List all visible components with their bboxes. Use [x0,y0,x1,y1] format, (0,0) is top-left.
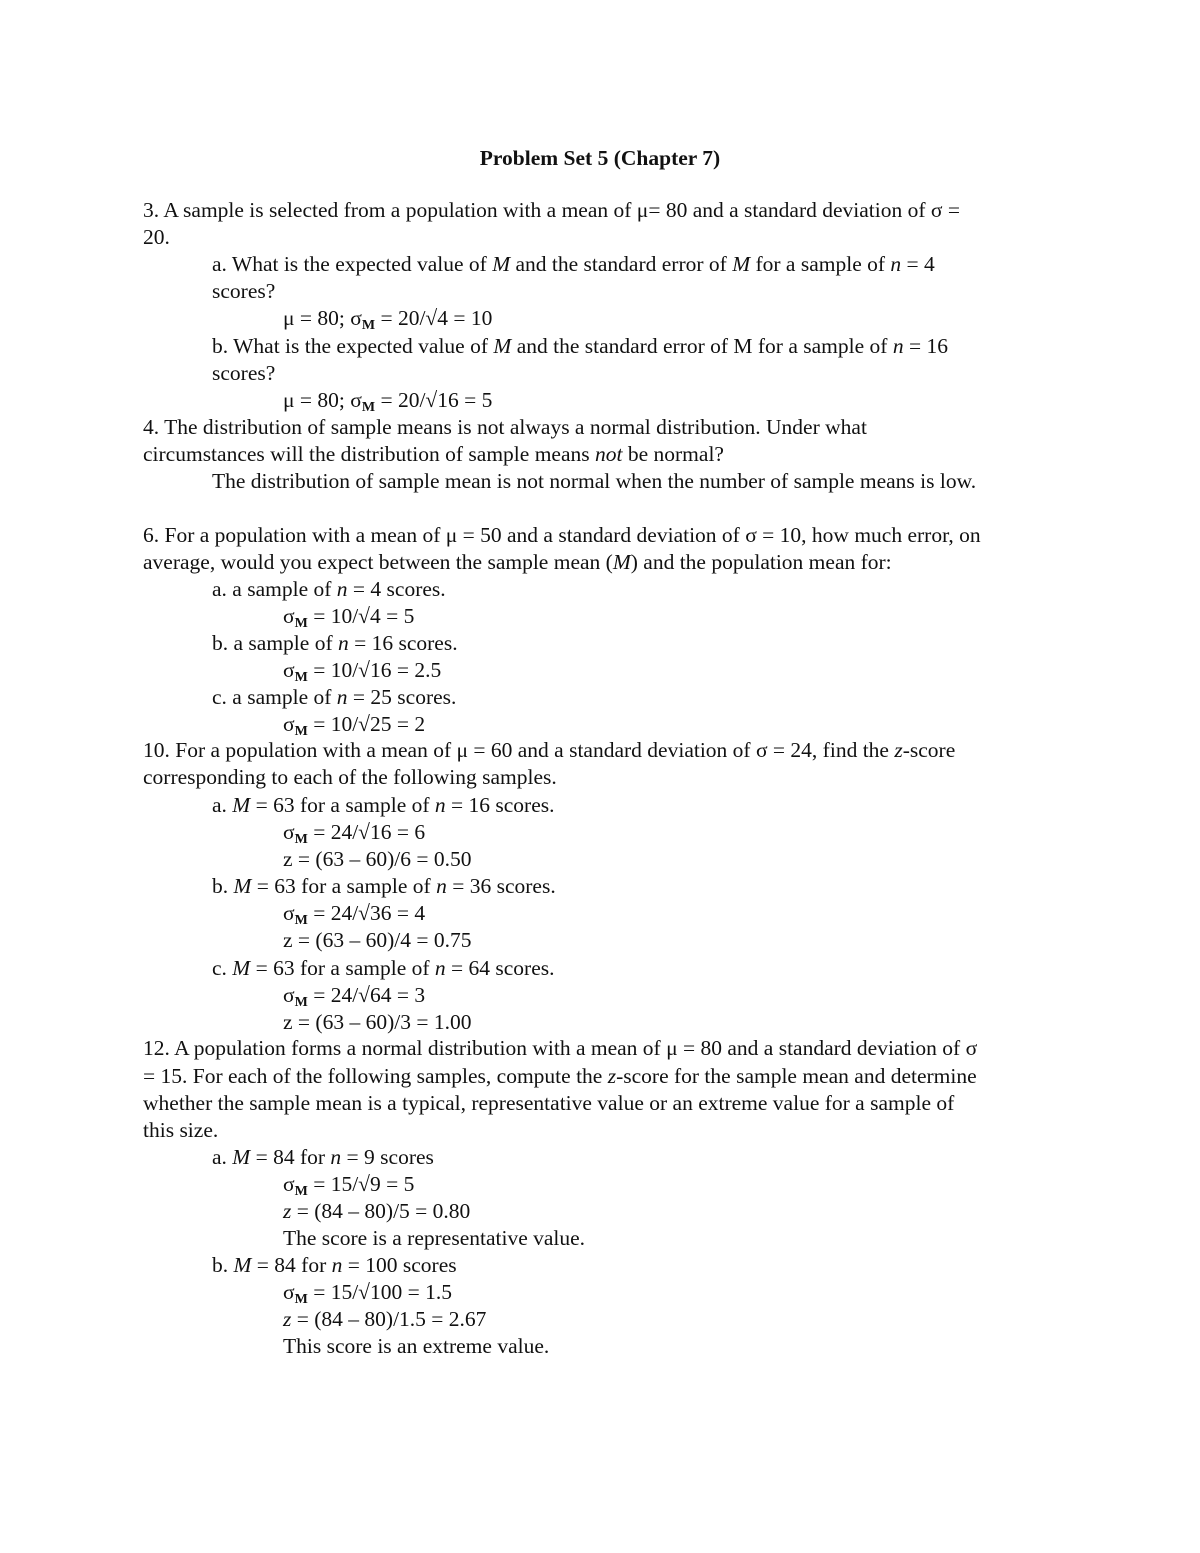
q3-part-b-cont: scores? [212,361,276,385]
q12-part-a-sigma: σM = 15/√9 = 5 [283,1172,415,1199]
q10-part-a-sigma: σM = 24/√16 = 6 [283,820,426,847]
page-title: Problem Set 5 (Chapter 7) [479,146,721,170]
q12-stem-line-4: this size. [143,1118,219,1142]
q12-part-b: b. M = 84 for n = 100 scores [212,1253,457,1277]
q12-part-a: a. M = 84 for n = 9 scores [212,1145,434,1169]
q10-stem-line-1: 10. For a population with a mean of μ = 60 and a standard deviation of σ = 24, find the z-score [143,738,956,762]
q12-stem-line-3: whether the sample mean is a typical, representative value or an extreme value for a sample of [143,1091,955,1115]
q6-part-b-answer: σM = 10/√16 = 2.5 [283,658,442,685]
q12-stem-line-1: 12. A population forms a normal distribution with a mean of μ = 80 and a standard deviation of σ [143,1036,978,1060]
q6-part-a: a. a sample of n = 4 scores. [212,577,446,601]
q12-part-b-sigma: σM = 15/√100 = 1.5 [283,1280,452,1307]
q12-part-b-z: z = (84 – 80)/1.5 = 2.67 [283,1307,487,1331]
q6-part-c-answer: σM = 10/√25 = 2 [283,712,426,739]
q3-part-b-answer: μ = 80; σM = 20/√16 = 5 [283,388,493,415]
q4-stem-line-1: 4. The distribution of sample means is not always a normal distribution. Under what [143,415,867,439]
q3-stem-line-2: 20. [143,225,170,249]
q12-part-a-conclusion: The score is a representative value. [283,1226,586,1250]
q10-part-b: b. M = 63 for a sample of n = 36 scores. [212,874,556,898]
q4-answer: The distribution of sample mean is not normal when the number of sample means is low. [212,469,977,493]
q10-part-b-sigma: σM = 24/√36 = 4 [283,901,426,928]
q4-stem-line-2: circumstances will the distribution of sample means not be normal? [143,442,724,466]
q12-stem-line-2: = 15. For each of the following samples, compute the z-score for the sample mean and determine [143,1064,977,1088]
q10-part-b-z: z = (63 – 60)/4 = 0.75 [283,928,472,952]
q12-part-a-z: z = (84 – 80)/5 = 0.80 [283,1199,471,1223]
q10-part-a: a. M = 63 for a sample of n = 16 scores. [212,793,555,817]
q3-part-b: b. What is the expected value of M and the standard error of M for a sample of n = 16 [212,334,948,358]
q10-part-c: c. M = 63 for a sample of n = 64 scores. [212,956,555,980]
q10-stem-line-2: corresponding to each of the following samples. [143,765,557,789]
q6-stem-line-2: average, would you expect between the sample mean (M) and the population mean for: [143,550,892,574]
q3-part-a-cont: scores? [212,279,276,303]
q6-stem-line-1: 6. For a population with a mean of μ = 50 and a standard deviation of σ = 10, how much error, on [143,523,981,547]
q6-part-c: c. a sample of n = 25 scores. [212,685,457,709]
q10-part-c-z: z = (63 – 60)/3 = 1.00 [283,1010,472,1034]
q6-part-a-answer: σM = 10/√4 = 5 [283,604,415,631]
q12-part-b-conclusion: This score is an extreme value. [283,1334,550,1358]
q3-part-a-answer: μ = 80; σM = 20/√4 = 10 [283,306,493,333]
q10-part-a-z: z = (63 – 60)/6 = 0.50 [283,847,472,871]
q6-part-b: b. a sample of n = 16 scores. [212,631,458,655]
q3-part-a: a. What is the expected value of M and the standard error of M for a sample of n = 4 [212,252,935,276]
q3-stem-line-1: 3. A sample is selected from a population with a mean of μ= 80 and a standard deviation of σ = [143,198,960,222]
q10-part-c-sigma: σM = 24/√64 = 3 [283,983,426,1010]
